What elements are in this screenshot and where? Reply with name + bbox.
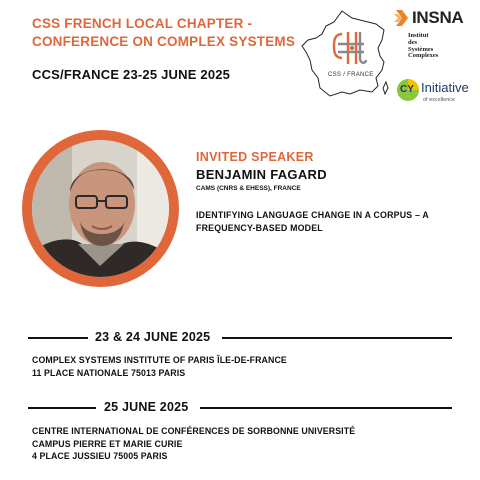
insna-mark-icon [393, 9, 411, 27]
france-map-icon [298, 8, 392, 100]
iscp-logo [408, 33, 462, 73]
session-1-date: 23 & 24 JUNE 2025 [95, 330, 211, 344]
cy-tagline: of excellence [423, 97, 456, 103]
speaker-photo-image [32, 140, 169, 277]
session-2-venue-line-2: CAMPUS PIERRE ET MARIE CURIE [32, 438, 183, 449]
session-2-venue-line-3: 4 PLACE JUSSIEU 75005 PARIS [32, 451, 168, 461]
speaker-affiliation: CAMS (CNRS & EHESS), FRANCE [196, 185, 301, 192]
session-1-venue-line-2: 11 PLACE NATIONALE 75013 PARIS [32, 367, 186, 378]
speaker-portrait [22, 130, 179, 287]
session-2-rule-left [28, 407, 96, 409]
cy-initiative-name: Initiative [421, 80, 469, 95]
session-1-rule-right [222, 337, 452, 339]
iscp-line-3: Systèmes [408, 45, 434, 53]
iscp-line-1: Institut [408, 32, 429, 39]
event-title-line-2: CONFERENCE ON COMPLEX SYSTEMS [32, 34, 296, 49]
event-title [32, 15, 295, 51]
session-2-venue-line-1: CENTRE INTERNATIONAL DE CONFÉRENCES DE SORBONNE UNIVERSITÉ [32, 426, 356, 436]
ccs-emblem-icon [334, 32, 366, 64]
invited-speaker-label: INVITED SPEAKER [196, 150, 314, 164]
iscp-line-4: Complexes [408, 52, 439, 60]
session-1-venue [32, 354, 287, 379]
speaker-name: BENJAMIN FAGARD [196, 167, 327, 182]
insna-logo [393, 8, 477, 28]
talk-title: IDENTIFYING LANGUAGE CHANGE IN A CORPUS – A FREQUENCY-BASED MODEL [196, 210, 429, 233]
session-2-venue [32, 425, 355, 463]
event-subtitle: CCS/FRANCE 23-25 JUNE 2025 [32, 67, 231, 82]
session-1-venue-line-1: COMPLEX SYSTEMS INSTITUTE OF PARIS ÎLE-DE-FRANCE [32, 355, 287, 365]
ccs-france-logo [298, 8, 392, 100]
session-2-date: 25 JUNE 2025 [104, 400, 189, 414]
cy-letters: CY [400, 84, 414, 95]
cy-initiative-logo [396, 78, 476, 106]
insna-wordmark: INSNA [412, 8, 464, 27]
session-2-rule-right [200, 407, 452, 409]
iscp-line-2: des [408, 38, 418, 46]
ccs-logo-caption: CSS / FRANCE [328, 72, 374, 78]
speaker-photo [32, 140, 169, 277]
session-1-rule-left [28, 337, 88, 339]
event-title-line-1: CSS FRENCH LOCAL CHAPTER - [32, 16, 253, 31]
